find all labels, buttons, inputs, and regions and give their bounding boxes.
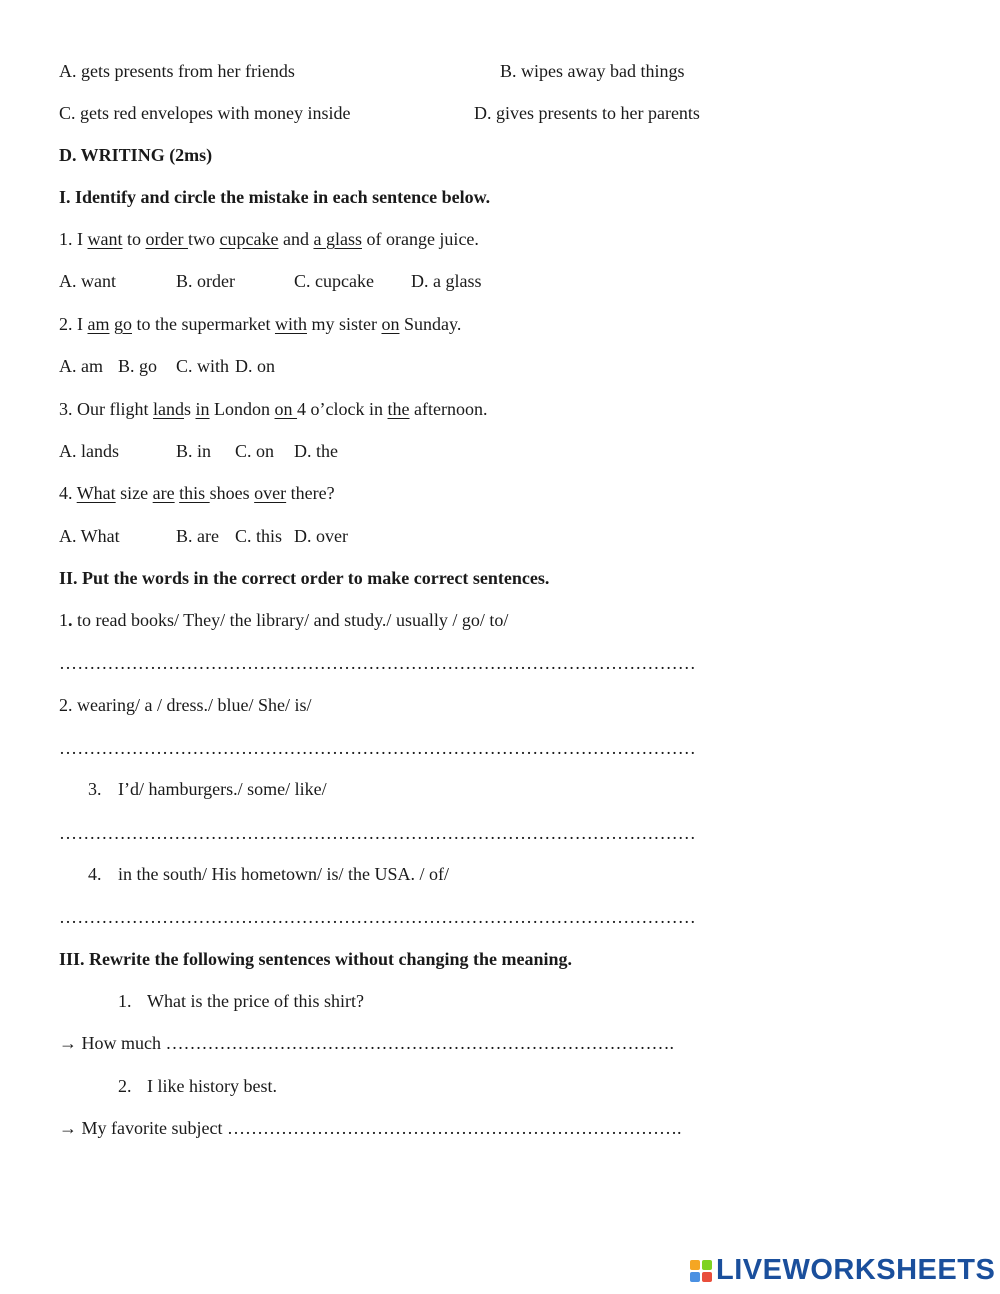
logo-square-red [702, 1272, 712, 1282]
part3-heading: III. Rewrite the following sentences without changing the meaning. [59, 949, 572, 969]
logo-mark-icon [690, 1260, 712, 1282]
part1-sentence-2: 2. I am go to the supermarket with my sister on Sunday. [59, 314, 462, 334]
part1-sentence-3: 3. Our flight lands in London on 4 o’clock in the afternoon. [59, 399, 488, 419]
part1-heading: I. Identify and circle the mistake in each sentence below. [59, 187, 491, 207]
answer-line-1[interactable]: …………………………………………………………………………………………… [59, 653, 696, 673]
q1-choice-a[interactable]: A. want [59, 271, 116, 291]
answer-line-2[interactable]: …………………………………………………………………………………………… [59, 738, 696, 758]
q3-choice-d[interactable]: D. the [294, 441, 338, 461]
part2-item-3: I’d/ hamburgers./ some/ like/ [118, 779, 327, 799]
q2-choice-c[interactable]: C. with [176, 356, 230, 376]
q4-choice-c[interactable]: C. this [235, 526, 283, 546]
q2-choice-d[interactable]: D. on [235, 356, 275, 376]
option-d: D. gives presents to her parents [474, 103, 700, 123]
answer-line-3[interactable]: …………………………………………………………………………………………… [59, 823, 696, 843]
q1-choice-c[interactable]: C. cupcake [294, 271, 374, 291]
section-title: D. WRITING (2ms) [59, 145, 213, 165]
rewrite-line-1[interactable]: …………………………………………………………………………. [165, 1033, 674, 1053]
part2-heading: II. Put the words in the correct order to make correct sentences. [59, 568, 550, 588]
q4-choice-d[interactable]: D. over [294, 526, 348, 546]
q1-choice-b[interactable]: B. order [176, 271, 235, 291]
part3-item-2-number: 2. [118, 1076, 132, 1096]
option-b: B. wipes away bad things [500, 61, 685, 81]
logo-square-green [702, 1260, 712, 1270]
rewrite-line-2[interactable]: …………………………………………………………………. [226, 1118, 682, 1138]
q4-choice-b[interactable]: B. are [176, 526, 219, 546]
part3-item-2: I like history best. [147, 1076, 277, 1096]
rewrite-answer-1: → How much …………………………………………………………………………. [59, 1033, 674, 1053]
option-c: C. gets red envelopes with money inside [59, 103, 351, 123]
part3-item-1: What is the price of this shirt? [147, 991, 364, 1011]
part2-item-4-number: 4. [88, 864, 102, 884]
option-a: A. gets presents from her friends [59, 61, 295, 81]
part3-item-1-number: 1. [118, 991, 132, 1011]
q2-choice-a[interactable]: A. am [59, 356, 103, 376]
q3-choice-a[interactable]: A. lands [59, 441, 119, 461]
answer-line-4[interactable]: …………………………………………………………………………………………… [59, 907, 696, 927]
part2-item-1: 1. to read books/ They/ the library/ and study./ usually / go/ to/ [59, 610, 509, 630]
part2-item-3-number: 3. [88, 779, 102, 799]
part2-item-2: 2. wearing/ a / dress./ blue/ She/ is/ [59, 695, 312, 715]
q4-choice-a[interactable]: A. What [59, 526, 120, 546]
q1-choice-d[interactable]: D. a glass [411, 271, 482, 291]
logo-square-blue [690, 1272, 700, 1282]
part1-sentence-1: 1. I want to order two cupcake and a glass of orange juice. [59, 229, 479, 249]
part1-sentence-4: 4. What size are this shoes over there? [59, 483, 335, 503]
q2-choice-b[interactable]: B. go [118, 356, 158, 376]
logo-text: LIVEWORKSHEETS [716, 1254, 996, 1286]
part2-item-4: in the south/ His hometown/ is/ the USA. / of/ [118, 864, 449, 884]
q3-choice-c[interactable]: C. on [235, 441, 275, 461]
q3-choice-b[interactable]: B. in [176, 441, 212, 461]
logo-square-orange [690, 1260, 700, 1270]
rewrite-answer-2: → My favorite subject …………………………………………………………………. [59, 1118, 682, 1138]
liveworksheets-logo [690, 1254, 995, 1287]
